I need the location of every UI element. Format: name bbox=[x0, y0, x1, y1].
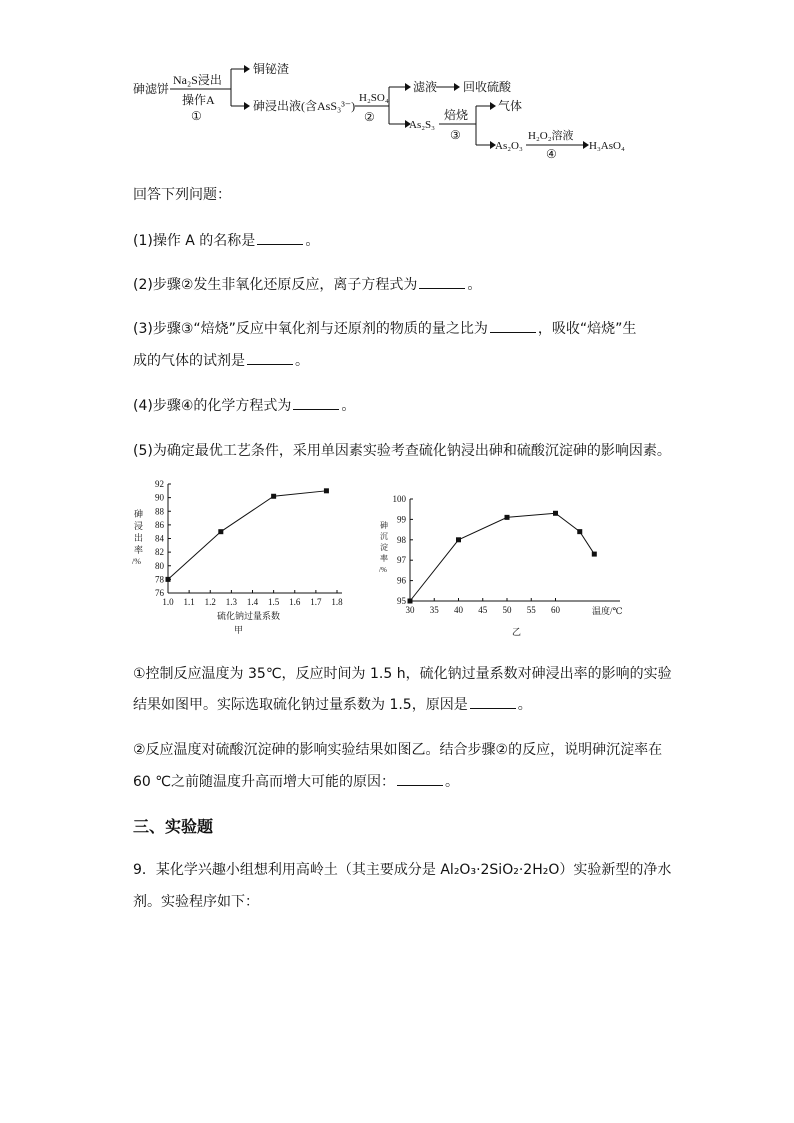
chart-jia-point-2 bbox=[271, 494, 276, 499]
chart-jia-ytick-label-5: 86 bbox=[155, 519, 164, 530]
chart-jia-ytick-label-6: 88 bbox=[155, 506, 164, 517]
question-5-2-end: 。 bbox=[445, 774, 459, 790]
question-5-2-text: 60 ℃之前随温度升高而增大可能的原因： bbox=[133, 774, 395, 790]
chart-yi bbox=[370, 488, 640, 645]
question-5: (5)为确定最优工艺条件，采用单因素实验考查硫化钠浸出砷和硫酸沉淀砷的影响因素。 bbox=[133, 443, 671, 459]
chart-jia-ytick-label-3: 82 bbox=[155, 547, 164, 558]
chart-yi-point-0 bbox=[408, 599, 413, 604]
chart-jia-ytick-label-0: 76 bbox=[155, 588, 164, 598]
chart-jia-ytick-label-4: 84 bbox=[155, 533, 164, 544]
answer-blank-2[interactable] bbox=[419, 276, 465, 289]
chart-yi-xlabel: 温度/℃ bbox=[592, 606, 623, 616]
flow-branch2-filtrate: 滤液 bbox=[413, 80, 438, 94]
chart-jia-xtick-label-2: 1.2 bbox=[204, 597, 216, 607]
flow-step1-operation: 操作A bbox=[182, 93, 215, 107]
flow-step2-number: ② bbox=[364, 110, 375, 124]
chart-jia-ylabel-2: 浸 bbox=[134, 521, 144, 531]
chart-yi-title: 乙 bbox=[512, 627, 522, 637]
chart-yi-series-line bbox=[410, 513, 594, 601]
chart-yi-ytick-label-0: 95 bbox=[397, 596, 406, 606]
question-5-1-end: 。 bbox=[517, 697, 532, 713]
chart-yi-ylabel-5: /% bbox=[379, 566, 387, 574]
flow-branch1-residue: 铜铋渣 bbox=[253, 62, 290, 76]
chart-jia-ytick-label-7: 90 bbox=[155, 492, 164, 503]
chart-jia-xlabel: 硫化钠过量系数 bbox=[217, 611, 281, 621]
flow-step1-number: ① bbox=[191, 109, 202, 123]
question-9-line1: 9．某化学兴趣小组想利用高岭土（其主要成分是 Al₂O₃·2SiO₂·2H₂O）实验新型的净水 bbox=[133, 862, 672, 878]
chart-yi-xtick-label-2: 40 bbox=[454, 605, 463, 615]
chart-yi-point-1 bbox=[456, 537, 461, 542]
flow-recover-label: 回收硫酸 bbox=[463, 80, 512, 94]
chart-jia-xtick-label-4: 1.4 bbox=[246, 597, 259, 607]
flow-step4-reagent: H₂O₂溶液 bbox=[528, 130, 574, 142]
chart-yi-ylabel-2: 沉 bbox=[380, 532, 388, 541]
chart-jia-xtick-label-8: 1.8 bbox=[331, 597, 343, 607]
chart-yi-xtick-label-1: 35 bbox=[429, 605, 439, 615]
question-4-text: (4)步骤④的化学方程式为 bbox=[133, 398, 292, 414]
question-5-2-line1: ②反应温度对硫酸沉淀砷的影响实验结果如图乙。结合步骤②的反应，说明砷沉淀率在 bbox=[133, 742, 663, 758]
chart-yi-ytick-label-2: 97 bbox=[397, 555, 406, 566]
chart-jia-ylabel-4: 率 bbox=[134, 545, 144, 555]
question-4-end: 。 bbox=[341, 398, 356, 414]
chart-yi-ylabel-1: 砷 bbox=[380, 521, 388, 530]
chart-yi-ytick-label-3: 98 bbox=[397, 534, 406, 545]
chart-yi-ytick-label-4: 99 bbox=[397, 514, 406, 525]
question-4 bbox=[133, 395, 355, 415]
answer-blank-5-2[interactable] bbox=[397, 773, 443, 786]
question-3-text-b: ，吸收“焙烧”生 bbox=[537, 321, 637, 337]
chart-jia-point-3 bbox=[324, 488, 329, 493]
flow-branch1-leachate: 砷浸出液(含AsS₃³⁻) bbox=[253, 99, 356, 113]
chart-yi-point-4 bbox=[577, 529, 582, 534]
process-flow-diagram bbox=[0, 0, 794, 165]
prompt-text: 回答下列问题： bbox=[133, 187, 231, 203]
chart-jia-xtick-label-5: 1.5 bbox=[268, 597, 280, 607]
chart-yi-xtick-label-4: 50 bbox=[502, 605, 512, 615]
chart-yi-point-5 bbox=[592, 552, 597, 557]
question-1-end: 。 bbox=[305, 233, 320, 249]
chart-jia-xtick-label-6: 1.6 bbox=[289, 597, 301, 607]
question-2-end: 。 bbox=[467, 277, 482, 293]
chart-yi-xtick-label-6: 60 bbox=[551, 605, 560, 615]
answer-blank-5-1[interactable] bbox=[470, 696, 516, 709]
question-1-text: (1)操作 A 的名称是 bbox=[133, 233, 256, 249]
flow-branch3-oxide: As₂O₃ bbox=[495, 140, 523, 152]
chart-yi-xtick-label-0: 30 bbox=[405, 605, 415, 615]
question-2 bbox=[133, 274, 481, 294]
question-5-2-line2 bbox=[133, 771, 459, 791]
chart-jia-ytick-label-8: 92 bbox=[155, 479, 164, 489]
question-3-text-a: (3)步骤③“焙烧”反应中氧化剂与还原剂的物质的量之比为 bbox=[133, 321, 488, 337]
flow-step3-operation: 焙烧 bbox=[444, 108, 469, 122]
flow-step3-number: ③ bbox=[450, 128, 461, 142]
answer-blank-1[interactable] bbox=[257, 232, 303, 245]
section-title: 三、实验题 bbox=[133, 817, 214, 836]
flow-step2-reagent: H₂SO₄ bbox=[359, 92, 389, 104]
flow-branch3-gas: 气体 bbox=[498, 99, 523, 113]
flow-start-label: 砷滤饼 bbox=[133, 82, 170, 96]
flow-product-label: H₃AsO₄ bbox=[589, 140, 625, 152]
chart-jia-ylabel-5: /% bbox=[132, 557, 141, 566]
chart-jia-xtick-label-1: 1.1 bbox=[183, 597, 195, 607]
flow-branch2-precipitate: As₂S₃ bbox=[409, 119, 436, 131]
chart-jia-ylabel-1: 砷 bbox=[134, 509, 144, 519]
flow-step1-reagent: Na₂S浸出 bbox=[173, 73, 222, 87]
chart-jia-xtick-label-7: 1.7 bbox=[310, 597, 322, 607]
chart-jia-ytick-label-2: 80 bbox=[155, 560, 164, 571]
question-3-line2 bbox=[133, 350, 309, 370]
chart-yi-xtick-label-5: 55 bbox=[526, 605, 536, 615]
question-1 bbox=[133, 230, 319, 250]
chart-jia-xtick-label-3: 1.3 bbox=[225, 597, 237, 607]
question-3-line1 bbox=[133, 318, 636, 338]
question-2-text: (2)步骤②发生非氧化还原反应，离子方程式为 bbox=[133, 277, 418, 293]
question-5-1-line1: ①控制反应温度为 35℃，反应时间为 1.5 h，硫化钠过量系数对砷浸出率的影响的实验 bbox=[133, 666, 672, 682]
chart-jia-xtick-label-0: 1.0 bbox=[162, 597, 174, 607]
answer-blank-3a[interactable] bbox=[490, 320, 536, 333]
chart-jia-point-0 bbox=[166, 577, 171, 582]
chart-yi-ylabel-4: 率 bbox=[380, 554, 388, 563]
answer-blank-4[interactable] bbox=[293, 397, 339, 410]
flow-step4-number: ④ bbox=[546, 147, 557, 161]
chart-jia-ytick-label-1: 78 bbox=[155, 574, 164, 585]
chart-yi-ytick-label-5: 100 bbox=[392, 494, 406, 504]
answer-blank-3b[interactable] bbox=[247, 352, 293, 365]
chart-yi-ylabel-3: 淀 bbox=[380, 543, 388, 552]
chart-jia bbox=[120, 470, 360, 645]
question-3-text-c: 成的气体的试剂是 bbox=[133, 353, 245, 369]
question-3-end: 。 bbox=[295, 353, 309, 369]
chart-jia-series-line bbox=[168, 491, 326, 580]
chart-jia-point-1 bbox=[218, 529, 223, 534]
question-5-1-text: 结果如图甲。实际选取硫化钠过量系数为 1.5，原因是 bbox=[133, 697, 468, 713]
chart-yi-xtick-label-3: 45 bbox=[478, 605, 488, 615]
question-5-1-line2 bbox=[133, 694, 532, 714]
chart-yi-point-2 bbox=[505, 515, 510, 520]
chart-yi-point-3 bbox=[553, 511, 558, 516]
question-9-line2: 剂。实验程序如下： bbox=[133, 894, 259, 910]
chart-jia-ylabel-3: 出 bbox=[134, 533, 144, 543]
chart-yi-ytick-label-1: 96 bbox=[397, 575, 406, 586]
chart-jia-title: 甲 bbox=[234, 625, 244, 635]
